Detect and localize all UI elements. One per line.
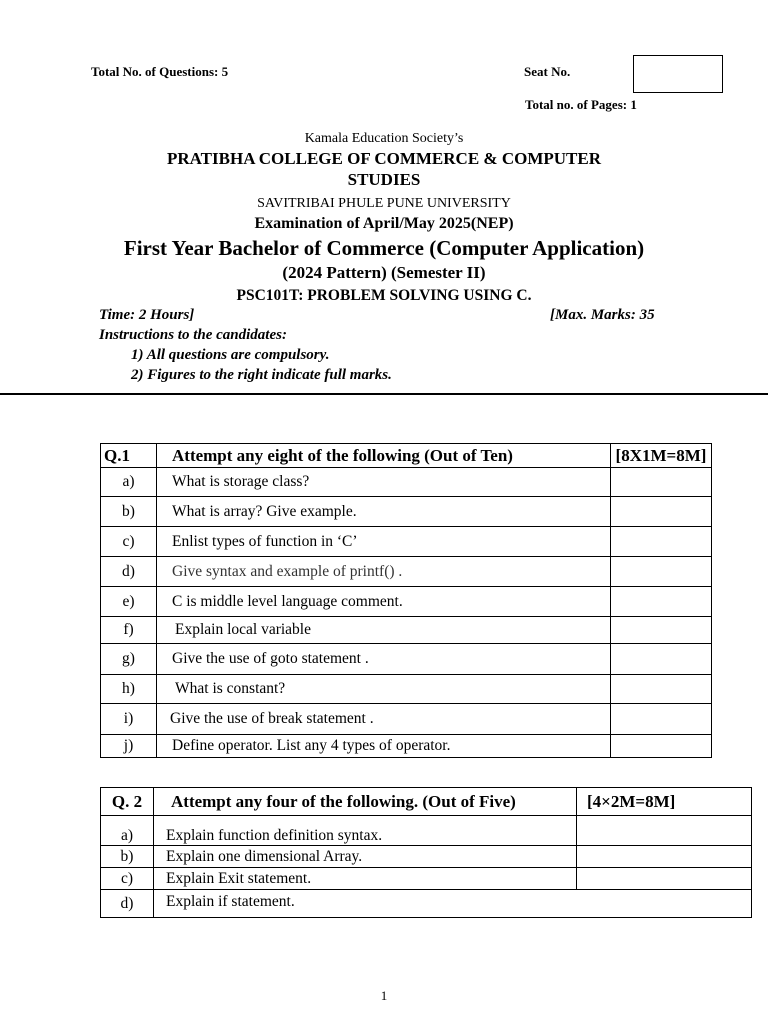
item-label: h): [101, 675, 157, 704]
table-row: [101, 527, 712, 557]
table-row: [101, 557, 712, 587]
item-text: What is storage class?: [157, 468, 611, 497]
table-row: [101, 846, 752, 868]
item-label: a): [101, 468, 157, 497]
max-marks: [Max. Marks: 35: [550, 307, 655, 323]
table-row: [101, 644, 712, 675]
item-text: Give the use of goto statement .: [157, 644, 611, 675]
question-1-table: [100, 443, 712, 758]
total-questions: Total No. of Questions: 5: [91, 64, 229, 79]
table-row: [101, 468, 712, 497]
item-text: What is array? Give example.: [157, 497, 611, 527]
item-text: Explain Exit statement.: [154, 868, 577, 890]
item-text: What is constant?: [157, 675, 611, 704]
item-text: Explain local variable: [157, 617, 611, 644]
instructions-title: Instructions to the candidates:: [99, 327, 287, 343]
question-marks: [8X1M=8M]: [611, 444, 712, 468]
question-2-header: [101, 788, 752, 816]
college-name-line1: PRATIBHA COLLEGE OF COMMERCE & COMPUTER: [167, 149, 601, 168]
marks-cell: [611, 527, 712, 557]
question-number: Q.1: [101, 444, 157, 468]
subject-title: PSC101T: PROBLEM SOLVING USING C.: [236, 287, 532, 304]
item-text: Explain one dimensional Array.: [154, 846, 577, 868]
table-row: [101, 617, 712, 644]
item-label: c): [101, 527, 157, 557]
item-label: i): [101, 704, 157, 735]
seat-no-box: [633, 55, 723, 93]
item-label: f): [101, 617, 157, 644]
item-text: Give syntax and example of printf() .: [157, 557, 611, 587]
item-label: d): [101, 557, 157, 587]
marks-cell: [611, 704, 712, 735]
table-row: [101, 497, 712, 527]
marks-cell: [577, 816, 752, 846]
table-row: [101, 704, 712, 735]
instruction-item: 2) Figures to the right indicate full marks.: [131, 367, 392, 383]
marks-cell: [611, 557, 712, 587]
marks-cell: [611, 468, 712, 497]
header-divider: [0, 393, 768, 395]
total-pages: Total no. of Pages: 1: [525, 97, 637, 112]
instruction-item: 1) All questions are compulsory.: [131, 347, 330, 363]
marks-cell: [611, 497, 712, 527]
table-row: [101, 816, 752, 846]
item-label: d): [101, 890, 154, 918]
table-row: [101, 735, 712, 758]
item-text: Explain if statement.: [154, 890, 752, 918]
table-row: [101, 890, 752, 918]
question-1-header: [101, 444, 712, 468]
marks-cell: [611, 675, 712, 704]
marks-cell: [611, 587, 712, 617]
exam-title: Examination of April/May 2025(NEP): [254, 215, 514, 232]
item-text: Define operator. List any 4 types of operator.: [157, 735, 611, 758]
item-label: a): [101, 816, 154, 846]
marks-cell: [577, 868, 752, 890]
item-text: Explain function definition syntax.: [154, 816, 577, 846]
page-number: 1: [380, 988, 388, 1003]
college-name-line2: STUDIES: [347, 170, 421, 189]
pattern-semester: (2024 Pattern) (Semester II): [282, 263, 486, 282]
table-row: [101, 587, 712, 617]
item-label: e): [101, 587, 157, 617]
question-2-table: [100, 787, 752, 918]
item-label: b): [101, 846, 154, 868]
item-label: g): [101, 644, 157, 675]
seat-no-label: Seat No.: [524, 64, 571, 79]
marks-cell: [611, 735, 712, 758]
exam-time: Time: 2 Hours]: [99, 307, 195, 323]
item-label: b): [101, 497, 157, 527]
marks-cell: [577, 846, 752, 868]
university-name: SAVITRIBAI PHULE PUNE UNIVERSITY: [257, 196, 511, 211]
item-label: c): [101, 868, 154, 890]
society-name: Kamala Education Society’s: [304, 131, 464, 146]
course-title: First Year Bachelor of Commerce (Computer Application): [123, 236, 645, 260]
item-text: C is middle level language comment.: [157, 587, 611, 617]
marks-cell: [611, 617, 712, 644]
question-marks: [4×2M=8M]: [577, 788, 752, 816]
table-row: [101, 868, 752, 890]
question-title: Attempt any eight of the following (Out of Ten): [157, 444, 611, 468]
item-text: Enlist types of function in ‘C’: [157, 527, 611, 557]
question-title: Attempt any four of the following. (Out of Five): [154, 788, 577, 816]
question-number: Q. 2: [101, 788, 154, 816]
marks-cell: [611, 644, 712, 675]
table-row: [101, 675, 712, 704]
item-label: j): [101, 735, 157, 758]
item-text: Give the use of break statement .: [157, 704, 611, 735]
